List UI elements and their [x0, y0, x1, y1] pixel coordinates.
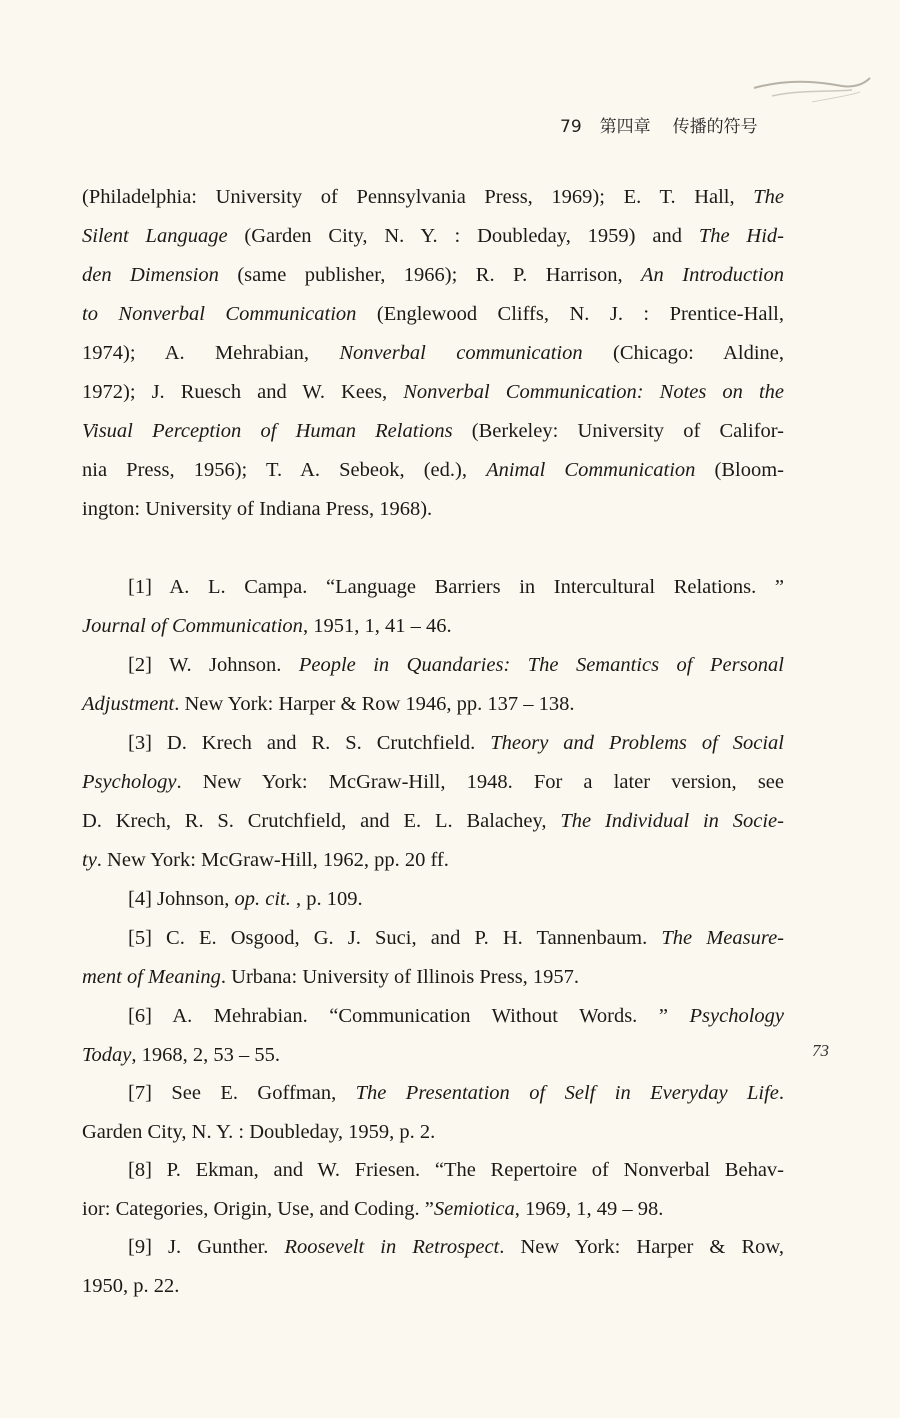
reference-number: [7]	[128, 1082, 152, 1104]
continuation-line	[82, 222, 784, 250]
text-run: C. E. Osgood, G. J. Suci, and P. H. Tannenbaum.	[151, 927, 662, 949]
reference-line	[128, 573, 784, 601]
reference-line	[128, 1156, 784, 1184]
text-run: A. Mehrabian. “Communication Without Words. ”	[151, 1005, 690, 1027]
text-run: . New York: McGraw-Hill, 1962, pp. 20 ff.	[96, 849, 449, 871]
text-run: nia Press, 1956); T. A. Sebeok, (ed.),	[82, 459, 487, 481]
reference-line	[128, 729, 784, 757]
continuation-line	[82, 183, 784, 211]
italic-title: Psychology	[689, 1005, 784, 1027]
text-run: (Bloom-	[695, 459, 784, 481]
reference-line	[82, 768, 784, 796]
text-run: , 1969, 1, 49 – 98.	[514, 1198, 664, 1220]
reference-line	[128, 1079, 784, 1107]
italic-title: Today	[82, 1044, 132, 1066]
text-run: 1950, p. 22.	[82, 1275, 180, 1297]
reference-line	[128, 1002, 784, 1030]
italic-title: to Nonverbal Communication	[82, 303, 357, 325]
italic-title: Adjustment	[82, 693, 175, 715]
reference-line	[82, 807, 784, 835]
header-chapter-title: 传播的符号	[672, 117, 758, 137]
text-run: Garden City, N. Y. : Doubleday, 1959, p. 2.	[82, 1121, 436, 1143]
running-header	[560, 112, 800, 137]
continuation-line	[82, 300, 784, 328]
italic-title: Nonverbal communication	[339, 342, 583, 364]
italic-title: Journal of Communication	[82, 615, 303, 637]
text-run: See E. Goffman,	[151, 1082, 356, 1104]
text-run: . New York: Harper & Row 1946, pp. 137 – 138.	[174, 693, 575, 715]
text-run: (Philadelphia: University of Pennsylvania Press, 1969); E. T. Hall,	[82, 186, 754, 208]
reference-line	[82, 690, 784, 718]
text-run: Johnson,	[151, 888, 235, 910]
margin-page-number: 73	[812, 1041, 829, 1060]
italic-title: People in Quandaries: The Semantics of Personal	[298, 654, 784, 676]
header-chapter: 第四章	[599, 117, 651, 137]
reference-line	[128, 651, 784, 679]
decorative-swoosh	[752, 74, 872, 110]
italic-title: ty	[82, 849, 97, 871]
reference-number: [6]	[128, 1005, 152, 1027]
italic-title: The Individual in Socie-	[560, 810, 784, 832]
text-run: ington: University of Indiana Press, 1968).	[82, 498, 433, 520]
text-run: D. Krech and R. S. Crutchfield.	[151, 732, 491, 754]
reference-line	[128, 885, 784, 913]
italic-title: The Hid-	[698, 225, 784, 247]
italic-title: An Introduction	[641, 264, 784, 286]
reference-number: [1]	[128, 576, 152, 598]
reference-line	[82, 1041, 784, 1069]
italic-title: Psychology	[82, 771, 177, 793]
text-run: .	[778, 1082, 784, 1104]
italic-title: Visual Perception of Human Relations	[82, 420, 453, 442]
italic-title: Animal Communication	[486, 459, 696, 481]
continuation-line	[82, 378, 784, 406]
italic-title: Nonverbal Communication: Notes on the	[403, 381, 784, 403]
text-run: . Urbana: University of Illinois Press, 1957.	[220, 966, 580, 988]
reference-line	[82, 1195, 784, 1223]
reference-line	[82, 1272, 784, 1300]
text-run: 1972); J. Ruesch and W. Kees,	[82, 381, 404, 403]
continuation-line	[82, 456, 784, 484]
italic-title: Roosevelt in Retrospect	[284, 1236, 500, 1258]
text-run: , p. 109.	[290, 888, 363, 910]
reference-line	[128, 924, 784, 952]
text-run: ior: Categories, Origin, Use, and Coding. ”	[82, 1198, 434, 1220]
reference-line	[128, 1233, 784, 1261]
italic-title: The	[753, 186, 784, 208]
continuation-line	[82, 339, 784, 367]
text-run: (Berkeley: University of Califor-	[452, 420, 784, 442]
italic-title: ment of Meaning	[82, 966, 221, 988]
text-run: D. Krech, R. S. Crutchfield, and E. L. Balachey,	[82, 810, 561, 832]
reference-line	[82, 612, 784, 640]
text-run: A. L. Campa. “Language Barriers in Intercultural Relations. ”	[151, 576, 784, 598]
text-run: (Englewood Cliffs, N. J. : Prentice-Hall,	[356, 303, 784, 325]
reference-line	[82, 963, 784, 991]
italic-title: den Dimension	[82, 264, 219, 286]
italic-title: The Presentation of Self in Everyday Life	[355, 1082, 779, 1104]
text-run: , 1968, 2, 53 – 55.	[131, 1044, 280, 1066]
text-run: 1974); A. Mehrabian,	[82, 342, 340, 364]
text-run: , 1951, 1, 41 – 46.	[302, 615, 452, 637]
reference-number: [2]	[128, 654, 152, 676]
italic-title: The Measure-	[661, 927, 784, 949]
text-run: P. Ekman, and W. Friesen. “The Repertoire of Nonverbal Behav-	[151, 1159, 784, 1181]
reference-line	[82, 846, 784, 874]
text-run: . New York: McGraw-Hill, 1948. For a later version, see	[176, 771, 784, 793]
italic-title: Theory and Problems of Social	[490, 732, 785, 754]
text-run: (Garden City, N. Y. : Doubleday, 1959) and	[227, 225, 699, 247]
italic-title: op. cit.	[234, 888, 291, 910]
header-page-number: 79	[560, 117, 582, 137]
reference-number: [9]	[128, 1236, 152, 1258]
reference-number: [8]	[128, 1159, 152, 1181]
text-run: (same publisher, 1966); R. P. Harrison,	[218, 264, 642, 286]
reference-line	[82, 1118, 784, 1146]
continuation-line	[82, 417, 784, 445]
text-run: (Chicago: Aldine,	[582, 342, 784, 364]
continuation-line	[82, 261, 784, 289]
continuation-line	[82, 495, 784, 523]
reference-number: [4]	[128, 888, 152, 910]
reference-number: [3]	[128, 732, 152, 754]
text-run: W. Johnson.	[151, 654, 299, 676]
text-run: . New York: Harper & Row,	[499, 1236, 784, 1258]
text-run: J. Gunther.	[151, 1236, 285, 1258]
italic-title: Semiotica	[433, 1198, 515, 1220]
reference-number: [5]	[128, 927, 152, 949]
italic-title: Silent Language	[82, 225, 228, 247]
